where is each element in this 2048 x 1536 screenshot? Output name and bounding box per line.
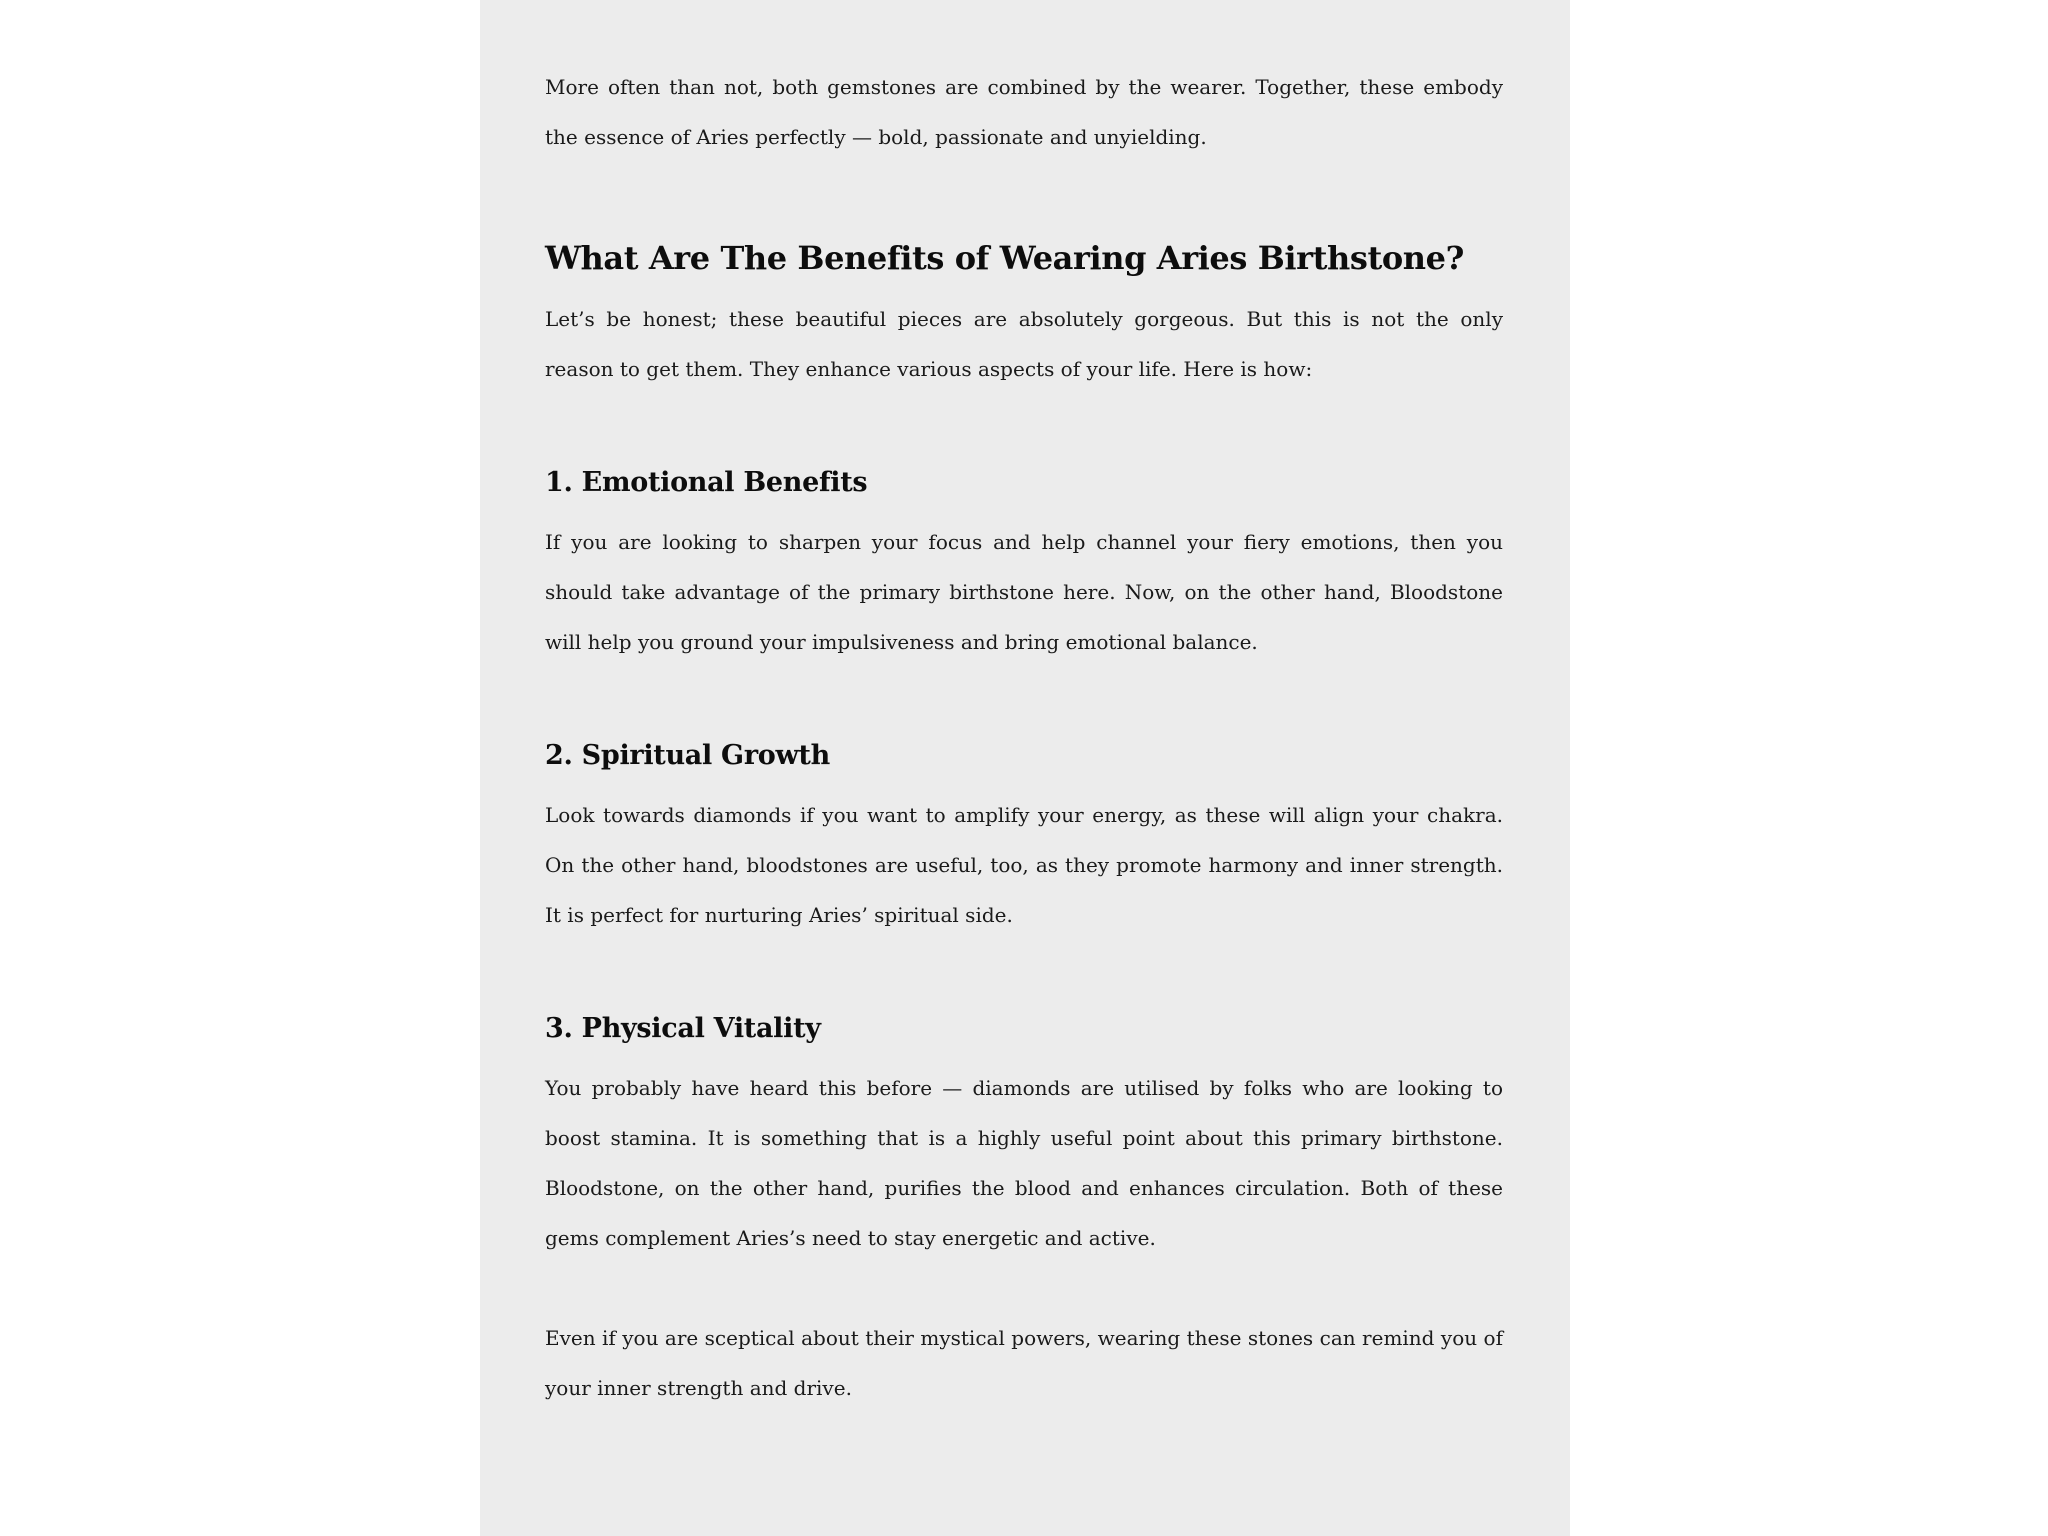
article-body [545,62,1503,1413]
spiritual-growth-paragraph: Look towards diamonds if you want to amplify your energy, as these will align your chakra. On the other hand, bloodstones are useful, too, as they promote harmony and inner strength. It is perfect for nurturing Aries’ spiritual side. [545,803,1503,927]
emotional-benefits-paragraph: If you are looking to sharpen your focus and help channel your fiery emotions, then you should take advantage of the primary birthstone here. Now, on the other hand, Bloodstone will help you ground your impulsiveness and bring emotional balance. [545,530,1503,654]
document-page [480,0,1570,1536]
spacer [545,1263,1503,1313]
closing-paragraph: Even if you are sceptical about their mystical powers, wearing these stones can remind you of your inner strength and drive. [545,1326,1503,1400]
spacer [545,278,1503,294]
subheading-emotional-benefits: 1. Emotional Benefits [545,467,868,498]
subheading-spiritual-growth: 2. Spiritual Growth [545,740,830,771]
spacer [545,394,1503,465]
spacer [545,774,1503,790]
spacer [545,940,1503,1011]
spacer [545,1047,1503,1063]
spacer [545,162,1503,238]
physical-vitality-paragraph: You probably have heard this before — diamonds are utilised by folks who are looking to boost stamina. It is something that is a highly useful point about this primary birthstone. Bloodstone, on the other hand, purifies the blood and enhances circulation. Both of these gems complement Aries’s need to stay energetic and active. [545,1076,1503,1250]
heading-paragraph: Let’s be honest; these beautiful pieces are absolutely gorgeous. But this is not the only reason to get them. They enhance various aspects of your life. Here is how: [545,307,1503,381]
subheading-physical-vitality: 3. Physical Vitality [545,1013,821,1044]
section-heading: What Are The Benefits of Wearing Aries Birthstone? [545,239,1464,277]
spacer [545,501,1503,517]
intro-paragraph: More often than not, both gemstones are combined by the wearer. Together, these embody the essence of Aries perfectly — bold, passionate and unyielding. [545,75,1503,149]
spacer [545,667,1503,738]
